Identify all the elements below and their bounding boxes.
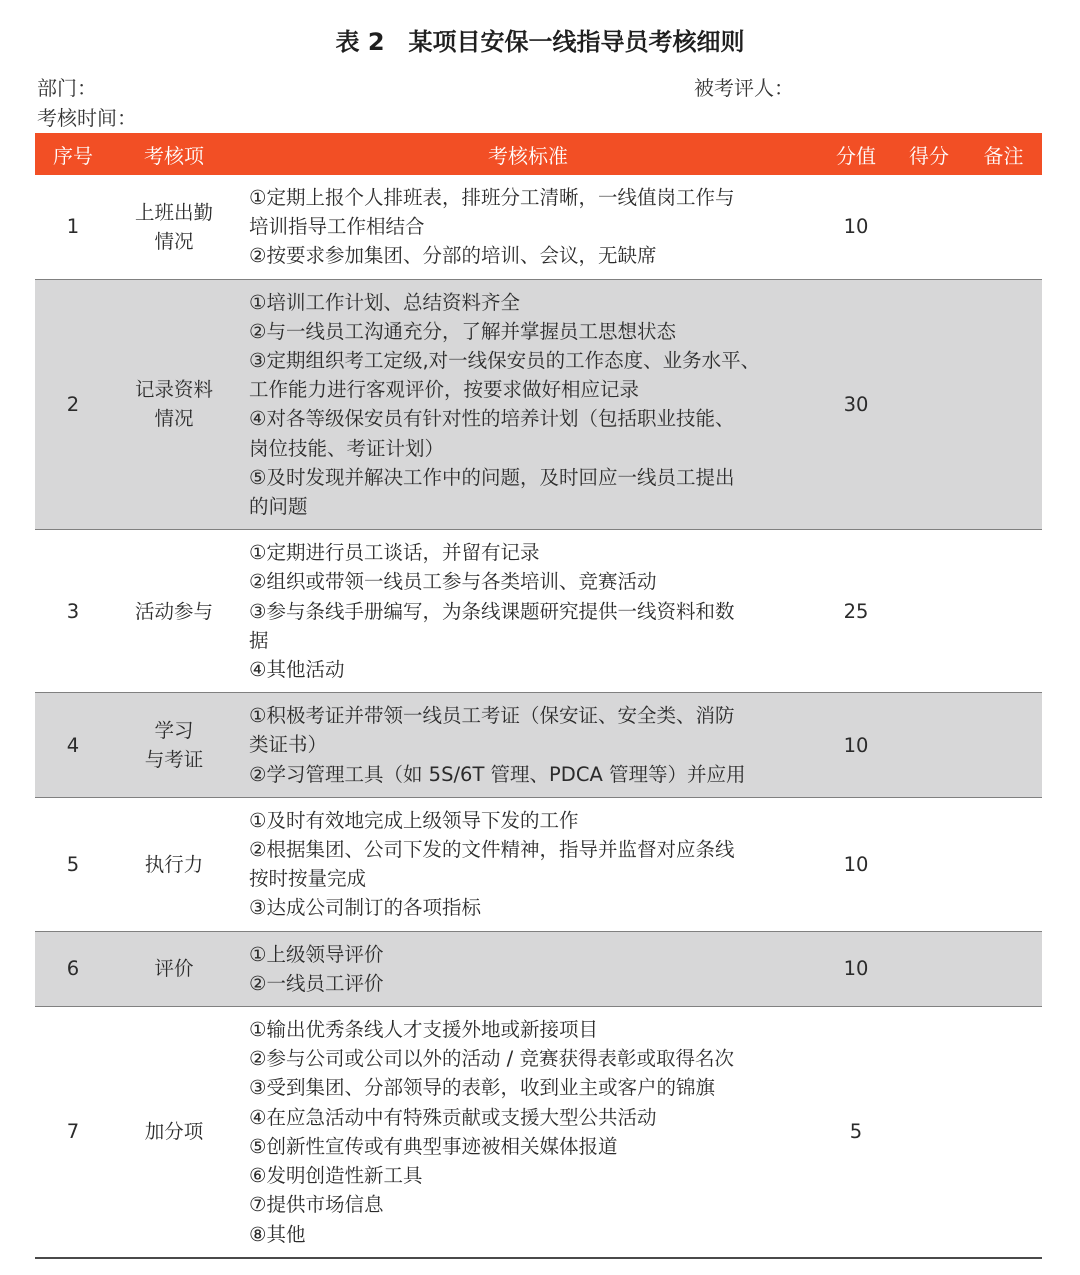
standard-line: ②根据集团、公司下发的文件精神，指导并监督对应条线 xyxy=(249,838,735,862)
assessment-item-cell xyxy=(111,931,237,1006)
assessment-table xyxy=(35,133,1042,1259)
standard-line: ②一线员工评价 xyxy=(249,971,384,995)
standard-line: 据 xyxy=(249,628,269,652)
standard-line: ②组织或带领一线员工参与各类培训、竞赛活动 xyxy=(249,570,657,594)
standard-line: ③达成公司制订的各项指标 xyxy=(249,896,481,920)
assessment-standard-cell xyxy=(237,931,819,1006)
standard-line: ②按要求参加集团、分部的培训、会议，无缺席 xyxy=(249,244,657,268)
score-value-cell: 25 xyxy=(819,530,893,693)
standard-line: ⑤及时发现并解决工作中的问题，及时回应一线员工提出 xyxy=(249,465,735,489)
standard-line: ⑧其他 xyxy=(249,1222,306,1246)
assessment-item-line: 情况 xyxy=(154,229,194,253)
obtained-score-cell xyxy=(893,175,965,279)
table-row xyxy=(35,797,1042,931)
table-body xyxy=(35,175,1042,1258)
table-row xyxy=(35,279,1042,530)
standard-line: ③定期组织考工定级,对一线保安员的工作态度、业务水平、 xyxy=(249,349,761,373)
header-standard: 考核标准 xyxy=(237,133,819,175)
assessment-item-line: 加分项 xyxy=(144,1120,204,1144)
remarks-cell xyxy=(965,279,1042,530)
header-item: 考核项 xyxy=(111,133,237,175)
standard-line: 类证书） xyxy=(249,733,328,757)
obtained-score-cell xyxy=(893,1007,965,1258)
obtained-score-cell xyxy=(893,797,965,931)
standard-line: ⑦提供市场信息 xyxy=(249,1193,384,1217)
assessment-item-cell xyxy=(111,693,237,798)
row-number-cell: 2 xyxy=(35,279,111,530)
standard-line: ②与一线员工沟通充分，了解并掌握员工思想状态 xyxy=(249,319,676,343)
assessment-standard-cell xyxy=(237,797,819,931)
remarks-cell xyxy=(965,931,1042,1006)
score-value-cell: 30 xyxy=(819,279,893,530)
standard-line: ④在应急活动中有特殊贡献或支援大型公共活动 xyxy=(249,1105,657,1129)
table-header-row xyxy=(35,133,1042,175)
standard-line: ①培训工作计划、总结资料齐全 xyxy=(249,290,520,314)
standard-line: 的问题 xyxy=(249,495,308,519)
obtained-score-cell xyxy=(893,530,965,693)
assessment-item-line: 执行力 xyxy=(144,852,204,876)
remarks-cell xyxy=(965,693,1042,798)
assessment-standard-cell xyxy=(237,693,819,798)
table-row xyxy=(35,931,1042,1006)
obtained-score-cell xyxy=(893,279,965,530)
assessment-standard-cell xyxy=(237,1007,819,1258)
document-title: 表 2 某项目安保一线指导员考核细则 xyxy=(335,28,745,56)
assessment-item-cell xyxy=(111,279,237,530)
remarks-cell xyxy=(965,1007,1042,1258)
remarks-cell xyxy=(965,797,1042,931)
row-number-cell: 7 xyxy=(35,1007,111,1258)
header-got: 得分 xyxy=(893,133,965,175)
assessment-item-cell xyxy=(111,175,237,279)
score-value-cell: 10 xyxy=(819,931,893,1006)
score-value-cell: 10 xyxy=(819,175,893,279)
standard-line: 培训指导工作相结合 xyxy=(249,215,425,239)
assessment-item-cell xyxy=(111,530,237,693)
standard-line: ④对各等级保安员有针对性的培养计划（包括职业技能、 xyxy=(249,407,735,431)
row-number-cell: 1 xyxy=(35,175,111,279)
standard-line: ⑥发明创造性新工具 xyxy=(249,1164,423,1188)
header-no: 序号 xyxy=(35,133,111,175)
remarks-cell xyxy=(965,175,1042,279)
assessment-item-cell xyxy=(111,1007,237,1258)
table-row xyxy=(35,530,1042,693)
score-value-cell: 10 xyxy=(819,693,893,798)
assessment-standard-cell xyxy=(237,175,819,279)
assessment-standard-cell xyxy=(237,279,819,530)
assessment-item-line: 与考证 xyxy=(144,748,204,772)
standard-line: ①及时有效地完成上级领导下发的工作 xyxy=(249,808,579,832)
standard-line: ④其他活动 xyxy=(249,658,345,682)
assessment-item-line: 学习 xyxy=(154,719,194,743)
standard-line: ②参与公司或公司以外的活动 / 竞赛获得表彰或取得名次 xyxy=(249,1047,734,1071)
assessee-label: 被考评人： xyxy=(694,76,794,100)
standard-line: ①定期进行员工谈话，并留有记录 xyxy=(249,541,540,565)
assessment-item-cell xyxy=(111,797,237,931)
standard-line: ②学习管理工具（如 5S/6T 管理、PDCA 管理等）并应用 xyxy=(249,762,746,786)
header-score: 分值 xyxy=(819,133,893,175)
row-number-cell: 6 xyxy=(35,931,111,1006)
row-number-cell: 3 xyxy=(35,530,111,693)
table-row xyxy=(35,175,1042,279)
standard-line: 岗位技能、考证计划） xyxy=(249,436,445,460)
standard-line: ⑤创新性宣传或有典型事迹被相关媒体报道 xyxy=(249,1134,618,1158)
table-row xyxy=(35,1007,1042,1258)
assessment-item-line: 情况 xyxy=(154,407,194,431)
standard-line: ①积极考证并带领一线员工考证（保安证、安全类、消防 xyxy=(249,704,735,728)
assessment-standard-cell xyxy=(237,530,819,693)
obtained-score-cell xyxy=(893,693,965,798)
assessment-item-line: 记录资料 xyxy=(134,378,213,402)
standard-line: ①输出优秀条线人才支援外地或新接项目 xyxy=(249,1018,598,1042)
score-value-cell: 10 xyxy=(819,797,893,931)
row-number-cell: 4 xyxy=(35,693,111,798)
assessment-time-label: 考核时间： xyxy=(37,106,137,130)
obtained-score-cell xyxy=(893,931,965,1006)
standard-line: 按时按量完成 xyxy=(249,867,367,891)
standard-line: 工作能力进行客观评价，按要求做好相应记录 xyxy=(249,378,640,402)
table-row xyxy=(35,693,1042,798)
header-note: 备注 xyxy=(965,133,1042,175)
standard-line: ③受到集团、分部领导的表彰，收到业主或客户的锦旗 xyxy=(249,1076,715,1100)
remarks-cell xyxy=(965,530,1042,693)
assessment-item-line: 活动参与 xyxy=(134,599,213,623)
row-number-cell: 5 xyxy=(35,797,111,931)
standard-line: ①上级领导评价 xyxy=(249,942,384,966)
standard-line: ③参与条线手册编写，为条线课题研究提供一线资料和数 xyxy=(249,599,735,623)
assessment-item-line: 评价 xyxy=(154,957,194,981)
score-value-cell: 5 xyxy=(819,1007,893,1258)
department-label: 部门： xyxy=(37,76,97,100)
assessment-item-line: 上班出勤 xyxy=(134,200,213,224)
standard-line: ①定期上报个人排班表，排班分工清晰，一线值岗工作与 xyxy=(249,186,735,209)
